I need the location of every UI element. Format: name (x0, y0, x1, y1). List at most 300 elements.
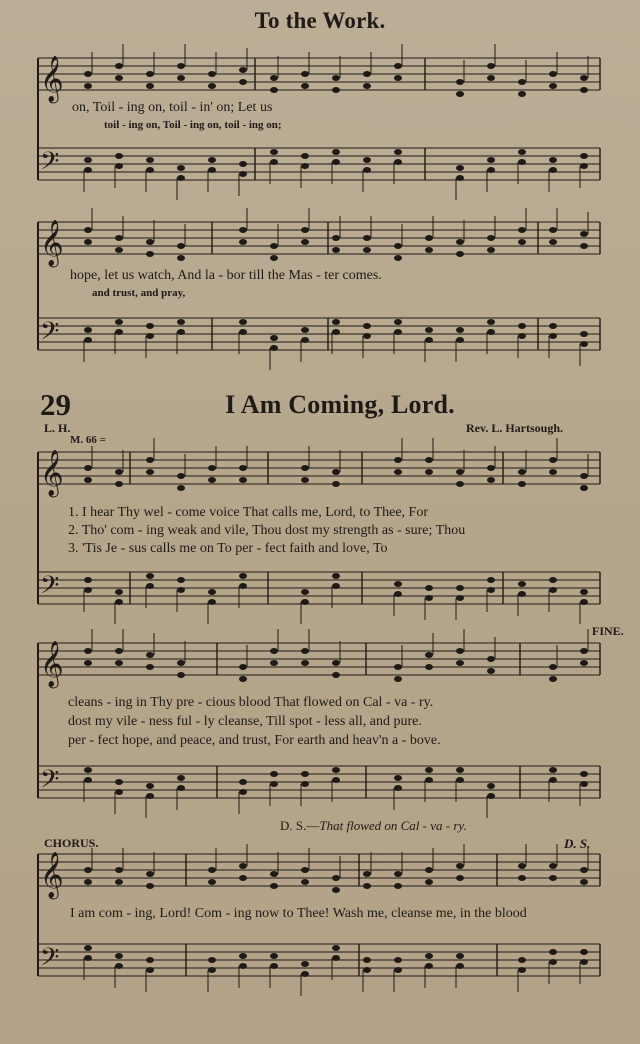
note-head (363, 957, 371, 963)
note-head (394, 957, 402, 963)
note-head (239, 319, 247, 325)
note-head (115, 75, 123, 81)
note-head (115, 469, 123, 475)
note-head (301, 71, 309, 77)
note-head (208, 477, 216, 483)
note-head (177, 473, 185, 479)
note-head (518, 957, 526, 963)
fine-marking: FINE. (592, 624, 624, 638)
note-head (332, 235, 340, 241)
note-head (456, 585, 464, 591)
note-head (549, 676, 557, 682)
note-head (549, 457, 557, 463)
note-head (394, 149, 402, 155)
note-head (394, 591, 402, 597)
note-head (239, 573, 247, 579)
note-head (549, 227, 557, 233)
bass-clef-icon: 𝄢 (40, 317, 60, 352)
note-head (301, 337, 309, 343)
chorus-label: CHORUS. (44, 836, 99, 850)
note-head (146, 583, 154, 589)
note-head (208, 83, 216, 89)
note-head (270, 149, 278, 155)
composer-credit: L. H. (44, 421, 71, 435)
note-head (84, 660, 92, 666)
note-head (301, 153, 309, 159)
bass-clef-icon: 𝄢 (40, 765, 60, 800)
note-head (518, 967, 526, 973)
note-head (332, 75, 340, 81)
note-head (456, 175, 464, 181)
verse-3-line-a: 3. 'Tis Je - sus calls me on To per - fect faith and love, To (68, 541, 388, 556)
note-head (115, 319, 123, 325)
verse-3-line-b: per - fect hope, and peace, and trust, For earth and heav'n a - bove. (68, 733, 441, 748)
note-head (239, 465, 247, 471)
note-head (456, 79, 464, 85)
note-head (580, 87, 588, 93)
note-head (518, 469, 526, 475)
note-head (146, 333, 154, 339)
note-head (84, 955, 92, 961)
note-head (580, 781, 588, 787)
note-head (332, 672, 340, 678)
note-head (394, 581, 402, 587)
note-head (332, 469, 340, 475)
treble-clef-icon: 𝄞 (40, 220, 64, 266)
note-head (332, 583, 340, 589)
note-head (425, 879, 433, 885)
verse-1-line-a: 1. I hear Thy wel - come voice That calls me, Lord, to Thee, For (68, 505, 429, 520)
note-head (177, 63, 185, 69)
note-head (518, 333, 526, 339)
note-head (456, 777, 464, 783)
note-head (549, 767, 557, 773)
note-head (270, 660, 278, 666)
note-head (239, 161, 247, 167)
note-head (115, 599, 123, 605)
note-head (549, 157, 557, 163)
note-head (456, 648, 464, 654)
note-head (456, 239, 464, 245)
note-head (363, 157, 371, 163)
note-head (208, 589, 216, 595)
note-head (332, 159, 340, 165)
note-head (580, 331, 588, 337)
note-head (394, 967, 402, 973)
note-head (115, 247, 123, 253)
note-head (208, 967, 216, 973)
note-head (239, 963, 247, 969)
note-head (332, 247, 340, 253)
note-head (239, 863, 247, 869)
note-head (115, 953, 123, 959)
note-head (332, 87, 340, 93)
note-head (301, 867, 309, 873)
note-head (146, 793, 154, 799)
note-head (425, 585, 433, 591)
note-head (332, 660, 340, 666)
note-head (549, 875, 557, 881)
note-head (301, 83, 309, 89)
note-head (270, 963, 278, 969)
note-head (394, 329, 402, 335)
note-head (425, 963, 433, 969)
ds-marking: D. S. (564, 836, 591, 851)
note-head (146, 239, 154, 245)
note-head (425, 652, 433, 658)
note-head (239, 171, 247, 177)
note-head (301, 163, 309, 169)
note-head (177, 329, 185, 335)
note-head (301, 227, 309, 233)
note-head (115, 235, 123, 241)
note-head (549, 863, 557, 869)
note-head (456, 660, 464, 666)
note-head (549, 587, 557, 593)
note-head (363, 235, 371, 241)
note-head (301, 648, 309, 654)
note-head (177, 319, 185, 325)
note-head (487, 668, 495, 674)
note-head (580, 959, 588, 965)
lyric-line: hope, let us watch, And la - bor till the Mas - ter comes. (70, 268, 382, 283)
note-head (363, 71, 371, 77)
note-head (115, 879, 123, 885)
note-head (332, 149, 340, 155)
note-head (301, 589, 309, 595)
note-head (146, 573, 154, 579)
note-head (301, 879, 309, 885)
note-head (301, 971, 309, 977)
note-head (115, 648, 123, 654)
note-head (394, 676, 402, 682)
note-head (239, 875, 247, 881)
note-head (115, 660, 123, 666)
note-head (270, 255, 278, 261)
note-head (84, 867, 92, 873)
note-head (580, 867, 588, 873)
note-head (425, 457, 433, 463)
note-head (549, 167, 557, 173)
note-head (425, 337, 433, 343)
note-head (146, 469, 154, 475)
note-head (239, 676, 247, 682)
note-head (549, 577, 557, 583)
note-head (115, 789, 123, 795)
note-head (208, 599, 216, 605)
note-head (208, 167, 216, 173)
note-head (363, 333, 371, 339)
note-head (363, 871, 371, 877)
note-head (456, 481, 464, 487)
note-head (177, 485, 185, 491)
hymn-title: I Am Coming, Lord. (225, 390, 455, 419)
note-head (115, 63, 123, 69)
note-head (518, 149, 526, 155)
note-head (487, 783, 495, 789)
note-head (146, 871, 154, 877)
header-title: To the Work. (254, 8, 386, 33)
lyric-line-sub: toil - ing on, Toil - ing on, toil - ing on; (104, 119, 282, 131)
note-head (177, 175, 185, 181)
note-head (208, 867, 216, 873)
note-head (425, 247, 433, 253)
note-head (115, 963, 123, 969)
note-head (580, 485, 588, 491)
note-head (301, 239, 309, 245)
note-head (394, 255, 402, 261)
note-head (115, 329, 123, 335)
chorus-line: I am com - ing, Lord! Com - ing now to Thee! Wash me, cleanse me, in the blood (70, 906, 527, 921)
note-head (146, 323, 154, 329)
note-head (146, 967, 154, 973)
note-head (394, 871, 402, 877)
treble-clef-icon: 𝄞 (40, 56, 64, 102)
note-head (456, 251, 464, 257)
note-head (208, 957, 216, 963)
note-head (580, 231, 588, 237)
note-head (363, 883, 371, 889)
note-head (239, 79, 247, 85)
note-head (146, 157, 154, 163)
note-head (270, 871, 278, 877)
note-head (84, 465, 92, 471)
note-head (518, 481, 526, 487)
note-head (487, 63, 495, 69)
note-head (487, 656, 495, 662)
note-head (580, 660, 588, 666)
note-head (518, 79, 526, 85)
note-head (270, 75, 278, 81)
note-head (301, 327, 309, 333)
note-head (301, 465, 309, 471)
lyric-line-sub: and trust, and pray, (92, 287, 186, 299)
note-head (518, 591, 526, 597)
note-head (487, 329, 495, 335)
note-head (487, 577, 495, 583)
note-head (84, 227, 92, 233)
note-head (146, 71, 154, 77)
note-head (425, 867, 433, 873)
note-head (456, 469, 464, 475)
note-head (518, 323, 526, 329)
note-head (146, 883, 154, 889)
note-head (549, 664, 557, 670)
note-head (518, 581, 526, 587)
hymn-number: 29 (40, 387, 71, 422)
lyric-line: on, Toil - ing on, toil - in' on; Let us (72, 100, 273, 115)
note-head (177, 165, 185, 171)
note-head (239, 779, 247, 785)
note-head (549, 71, 557, 77)
note-head (84, 577, 92, 583)
note-head (177, 672, 185, 678)
note-head (146, 457, 154, 463)
note-head (394, 469, 402, 475)
note-head (363, 967, 371, 973)
note-head (270, 953, 278, 959)
note-head (332, 573, 340, 579)
note-head (84, 71, 92, 77)
note-head (363, 247, 371, 253)
note-head (239, 329, 247, 335)
note-head (84, 157, 92, 163)
note-head (425, 469, 433, 475)
note-head (580, 163, 588, 169)
note-head (84, 767, 92, 773)
note-head (363, 167, 371, 173)
note-head (487, 167, 495, 173)
bass-clef-icon: 𝄢 (40, 943, 60, 978)
note-head (301, 961, 309, 967)
note-head (425, 777, 433, 783)
note-head (580, 153, 588, 159)
note-head (518, 91, 526, 97)
note-head (115, 481, 123, 487)
note-head (177, 243, 185, 249)
note-head (146, 167, 154, 173)
note-head (549, 333, 557, 339)
note-head (332, 955, 340, 961)
note-head (394, 785, 402, 791)
note-head (487, 247, 495, 253)
treble-clef-icon: 𝄞 (40, 852, 64, 898)
note-head (84, 648, 92, 654)
note-head (332, 481, 340, 487)
note-head (146, 652, 154, 658)
metronome-mark: M. 66 = (70, 434, 106, 446)
note-head (549, 323, 557, 329)
note-head (239, 953, 247, 959)
note-head (456, 327, 464, 333)
note-head (177, 785, 185, 791)
note-head (270, 781, 278, 787)
note-head (239, 227, 247, 233)
note-head (301, 599, 309, 605)
note-head (115, 153, 123, 159)
note-head (456, 953, 464, 959)
note-head (425, 327, 433, 333)
note-head (270, 648, 278, 654)
note-head (394, 664, 402, 670)
note-head (580, 949, 588, 955)
note-head (177, 660, 185, 666)
note-head (115, 779, 123, 785)
note-head (487, 793, 495, 799)
note-head (518, 227, 526, 233)
note-head (456, 91, 464, 97)
note-head (208, 157, 216, 163)
note-head (487, 235, 495, 241)
note-head (518, 875, 526, 881)
note-head (425, 595, 433, 601)
bass-clef-icon: 𝄢 (40, 571, 60, 606)
note-head (456, 337, 464, 343)
note-head (518, 239, 526, 245)
note-head (301, 477, 309, 483)
note-head (456, 767, 464, 773)
note-head (487, 319, 495, 325)
note-head (208, 71, 216, 77)
note-head (394, 319, 402, 325)
note-head (84, 337, 92, 343)
note-head (332, 875, 340, 881)
note-head (332, 887, 340, 893)
note-head (580, 473, 588, 479)
note-head (549, 777, 557, 783)
note-head (456, 863, 464, 869)
lyricist-credit: Rev. L. Hartsough. (466, 421, 564, 435)
bass-clef-icon: 𝄢 (40, 147, 60, 182)
note-head (208, 879, 216, 885)
note-head (394, 775, 402, 781)
note-head (84, 477, 92, 483)
note-head (456, 595, 464, 601)
treble-clef-icon: 𝄞 (40, 641, 64, 687)
note-head (580, 771, 588, 777)
note-head (239, 239, 247, 245)
note-head (332, 319, 340, 325)
note-head (580, 341, 588, 347)
note-head (332, 767, 340, 773)
note-head (84, 327, 92, 333)
note-head (549, 469, 557, 475)
note-head (456, 963, 464, 969)
note-head (394, 457, 402, 463)
note-head (84, 777, 92, 783)
note-head (146, 251, 154, 257)
note-head (84, 587, 92, 593)
note-head (115, 163, 123, 169)
note-head (270, 771, 278, 777)
note-head (394, 243, 402, 249)
note-head (580, 648, 588, 654)
note-head (177, 587, 185, 593)
note-head (363, 323, 371, 329)
note-head (394, 75, 402, 81)
note-head (425, 235, 433, 241)
note-head (549, 83, 557, 89)
note-head (487, 587, 495, 593)
note-head (177, 577, 185, 583)
note-head (270, 335, 278, 341)
note-head (332, 777, 340, 783)
verse-2-line-b: dost my vile - ness ful - ly cleanse, Till spot - less all, and pure. (68, 714, 422, 729)
note-head (177, 775, 185, 781)
note-head (549, 959, 557, 965)
note-head (363, 83, 371, 89)
note-head (301, 781, 309, 787)
note-head (84, 879, 92, 885)
note-head (518, 863, 526, 869)
note-head (580, 599, 588, 605)
note-head (146, 957, 154, 963)
note-head (270, 87, 278, 93)
note-head (270, 243, 278, 249)
note-head (487, 75, 495, 81)
note-head (208, 465, 216, 471)
note-head (146, 664, 154, 670)
note-head (332, 329, 340, 335)
note-head (549, 239, 557, 245)
treble-clef-icon: 𝄞 (40, 450, 64, 496)
note-head (115, 867, 123, 873)
verse-1-line-b: cleans - ing in Thy pre - cious blood That flowed on Cal - va - ry. (68, 695, 434, 710)
note-head (425, 953, 433, 959)
note-head (425, 664, 433, 670)
note-head (394, 159, 402, 165)
note-head (146, 83, 154, 89)
